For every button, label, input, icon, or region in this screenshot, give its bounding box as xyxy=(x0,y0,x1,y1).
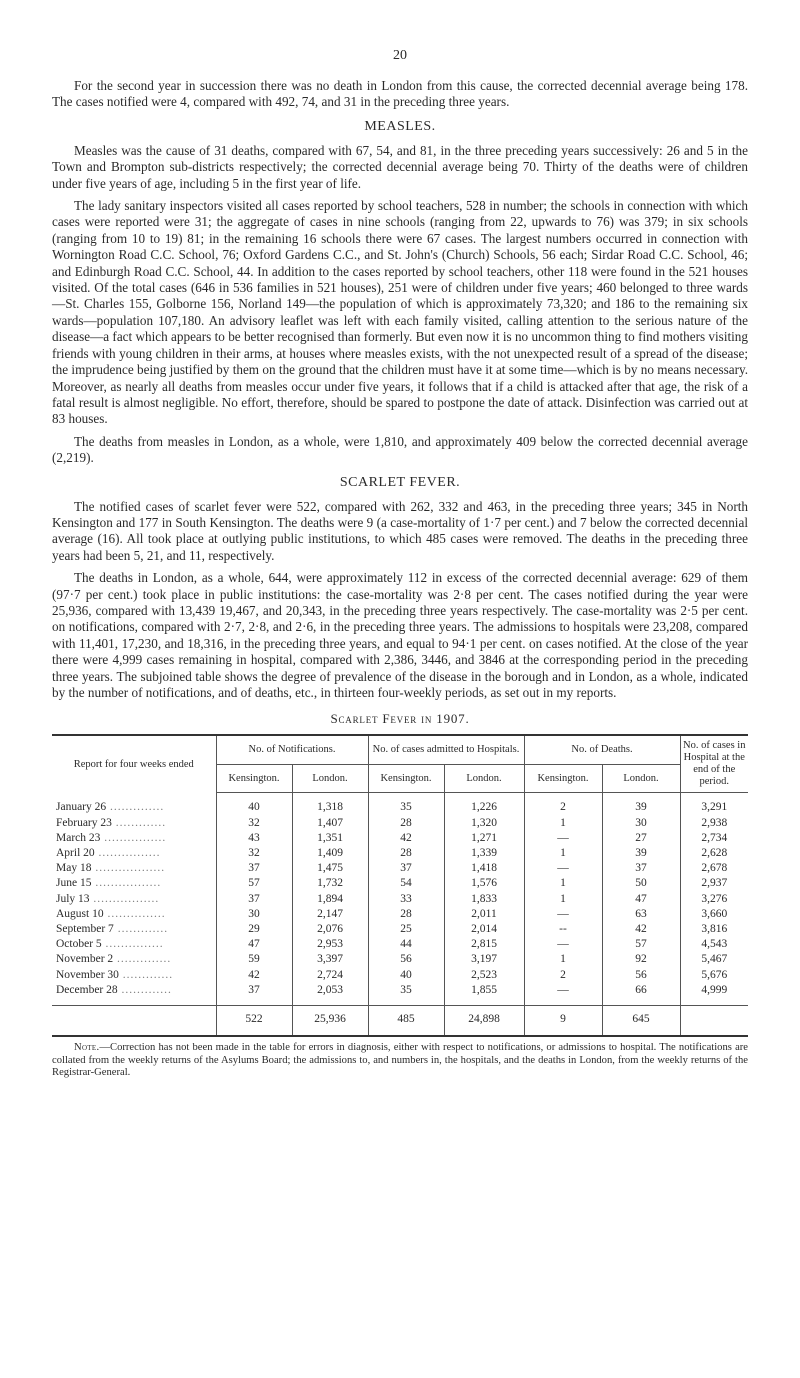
scarlet-fever-heading: SCARLET FEVER. xyxy=(339,474,461,490)
notifications-london-cell: 1,351 xyxy=(292,831,368,846)
deaths-london-cell: 37 xyxy=(602,861,680,876)
in-hospital-cell: 3,660 xyxy=(680,907,748,922)
period-cell xyxy=(52,831,216,846)
subheader-london: London. xyxy=(602,764,680,792)
measles-paragraph: Measles was the cause of 31 deaths, compared with 67, 54, and 81, in the three preceding years successively: 26 and 5 in the Town and Brompton sub-districts respectively; the corrected decennial average being 70. Thirty of the deaths were of children under five years of age, including 5 in the first year of life. xyxy=(52,142,748,191)
total-admitted-london: 24,898 xyxy=(444,1006,524,1037)
page-number: 20 xyxy=(393,48,407,63)
notifications-london-cell: 3,397 xyxy=(292,952,368,967)
notifications-kensington-cell: 37 xyxy=(216,892,292,907)
in-hospital-cell: 4,543 xyxy=(680,937,748,952)
header-report-period: Report for four weeks ended xyxy=(52,735,216,793)
admitted-london-cell: 1,271 xyxy=(444,831,524,846)
leader-dots: .............. xyxy=(113,953,172,966)
period-label: December 28 xyxy=(56,983,118,996)
deaths-kensington-cell: 1 xyxy=(524,952,602,967)
admitted-kensington-cell: 25 xyxy=(368,922,444,937)
notifications-kensington-cell: 42 xyxy=(216,968,292,983)
deaths-london-cell: 47 xyxy=(602,892,680,907)
scarlet-fever-paragraph: The deaths in London, as a whole, 644, were approximately 112 in excess of the corrected decennial average: 629 of them (97·7 per cent.) took place in public institutions: the case-mortality was 2·8 per cent. The cases notified during the year were 25,936, compared with 13,439 19,467, and 20,343, in the preceding three years respectively. The case-mortality was 2·5 per cent. on notifications, compared with 2·7, 2·8, and 2·6, in the preceding three years. The admissions to hospitals were 23,208, compared with 11,401, 17,230, and 18,316, in the preceding three years, and equal to 94·1 per cent. on cases notified. At the close of the year there were 4,999 cases remaining in hospital, compared with 2,386, 3446, and 3846 at the corresponding period in the preceding three years. The subjoined table shows the degree of prevalence of the disease in the borough and in London, as a whole, indicated by the number of notifications, and of deaths, etc., in thirteen four-weekly periods, as set out in my reports. xyxy=(52,570,748,700)
period-label: August 10 xyxy=(56,907,104,920)
table-row xyxy=(52,983,748,1006)
notifications-london-cell: 2,076 xyxy=(292,922,368,937)
deaths-kensington-cell: — xyxy=(524,937,602,952)
header-in-hospital: No. of cases in Hospital at the end of the period. xyxy=(680,735,748,793)
period-cell xyxy=(52,922,216,937)
notifications-london-cell: 2,953 xyxy=(292,937,368,952)
table-row xyxy=(52,816,748,831)
period-label: November 2 xyxy=(56,953,114,966)
intro-paragraph: For the second year in succession there was no death in London from this cause, the corrected decennial average being 178. The cases notified were 4, compared with 492, 74, and 31 in the preceding three years. xyxy=(52,78,748,110)
notifications-kensington-cell: 43 xyxy=(216,831,292,846)
total-in-hospital xyxy=(680,1006,748,1037)
total-deaths-london: 645 xyxy=(602,1006,680,1037)
table-row xyxy=(52,831,748,846)
deaths-london-cell: 42 xyxy=(602,922,680,937)
deaths-london-cell: 27 xyxy=(602,831,680,846)
admitted-london-cell: 1,833 xyxy=(444,892,524,907)
notifications-london-cell: 1,894 xyxy=(292,892,368,907)
period-cell xyxy=(52,892,216,907)
total-notifications-london: 25,936 xyxy=(292,1006,368,1037)
period-label: September 7 xyxy=(56,923,114,936)
table-row xyxy=(52,937,748,952)
notifications-london-cell: 1,318 xyxy=(292,793,368,816)
measles-paragraph: The lady sanitary inspectors visited all cases reported by school teachers, 528 in number; the schools in connection with which cases were reported were 31; the aggregate of cases in nine schools (ranging from 22, upwards to 76) was 379; in six schools (ranging from 10 to 19) 81; in the remaining 16 schools there were 67 cases. The largest numbers occurred in connection with Wornington Road C.C. School, 76; Oxford Gardens C.C., and St. John's (Church) Schools, 56 each; Sirdar Road C.C. School, 46; and Edinburgh Road C.C. School, 44. In addition to the cases reported by school teachers, other 118 were found in the 521 houses visited. Of the total cases (646 in 536 families in 521 houses), 251 were of children under five years; 460 belonged to three wards—St. Charles 155, Golborne 156, Norland 149—the population of which is approximately 73,320; and 186 to the remaining six wards—population 107,180. An advisory leaflet was left with each family visited, calling attention to the serious nature of the disease—a fact which appears to be better recognised than formerly. But even now it is no uncommon thing to find mothers visiting friends with young children in their arms, at houses where measles exists, with the not unexpected result of a spread of the disease; the imprudence being justified by them on the ground that the children must have it at some time—which is by no means necessary. Moreover, as nearly all deaths from measles occur under five years, it follows that if a child is attacked after that age, the risk of a fatal result is almost negligible. No effort, therefore, should be spared to postpone the date of attack. Disinfection was carried out at 83 houses. xyxy=(52,198,748,427)
admitted-london-cell: 2,011 xyxy=(444,907,524,922)
header-admitted: No. of cases admitted to Hospitals. xyxy=(368,735,524,764)
note-label: Note. xyxy=(74,1042,100,1054)
period-cell xyxy=(52,861,216,876)
notifications-london-cell: 2,053 xyxy=(292,983,368,1006)
period-label: October 5 xyxy=(56,938,102,951)
measles-heading: MEASLES. xyxy=(364,118,436,134)
period-cell xyxy=(52,907,216,922)
deaths-london-cell: 30 xyxy=(602,816,680,831)
totals-label-cell xyxy=(52,1006,216,1037)
total-notifications-kensington: 522 xyxy=(216,1006,292,1037)
leader-dots: ............. xyxy=(118,968,174,981)
notifications-kensington-cell: 37 xyxy=(216,983,292,1006)
admitted-london-cell: 1,855 xyxy=(444,983,524,1006)
admitted-kensington-cell: 56 xyxy=(368,952,444,967)
deaths-london-cell: 50 xyxy=(602,876,680,891)
deaths-kensington-cell: — xyxy=(524,861,602,876)
admitted-london-cell: 2,815 xyxy=(444,937,524,952)
leader-dots: ............. xyxy=(113,923,169,936)
admitted-london-cell: 1,339 xyxy=(444,846,524,861)
admitted-kensington-cell: 54 xyxy=(368,876,444,891)
deaths-kensington-cell: 1 xyxy=(524,816,602,831)
measles-paragraph: The deaths from measles in London, as a whole, were 1,810, and approximately 409 below the corrected decennial average (2,219). xyxy=(52,433,748,466)
period-cell xyxy=(52,952,216,967)
leader-dots: ............. xyxy=(111,816,167,829)
notifications-london-cell: 2,724 xyxy=(292,968,368,983)
header-notifications: No. of Notifications. xyxy=(216,735,368,764)
subheader-london: London. xyxy=(292,764,368,792)
table-row xyxy=(52,861,748,876)
deaths-kensington-cell: — xyxy=(524,831,602,846)
admitted-kensington-cell: 28 xyxy=(368,816,444,831)
notifications-london-cell: 1,409 xyxy=(292,846,368,861)
deaths-kensington-cell: 1 xyxy=(524,846,602,861)
in-hospital-cell: 2,678 xyxy=(680,861,748,876)
in-hospital-cell: 3,816 xyxy=(680,922,748,937)
deaths-london-cell: 57 xyxy=(602,937,680,952)
period-label: July 13 xyxy=(56,892,90,905)
in-hospital-cell: 2,628 xyxy=(680,846,748,861)
notifications-kensington-cell: 37 xyxy=(216,861,292,876)
deaths-kensington-cell: 1 xyxy=(524,876,602,891)
notifications-london-cell: 2,147 xyxy=(292,907,368,922)
notifications-london-cell: 1,407 xyxy=(292,816,368,831)
period-cell xyxy=(52,876,216,891)
admitted-kensington-cell: 35 xyxy=(368,793,444,816)
leader-dots: ................. xyxy=(89,892,160,905)
notifications-kensington-cell: 29 xyxy=(216,922,292,937)
table-row xyxy=(52,922,748,937)
notifications-kensington-cell: 32 xyxy=(216,816,292,831)
period-cell xyxy=(52,937,216,952)
leader-dots: ............. xyxy=(117,983,172,996)
deaths-kensington-cell: — xyxy=(524,907,602,922)
subheader-london: London. xyxy=(444,764,524,792)
deaths-london-cell: 63 xyxy=(602,907,680,922)
table-row xyxy=(52,793,748,816)
period-cell xyxy=(52,983,216,1006)
period-label: June 15 xyxy=(56,877,92,890)
admitted-kensington-cell: 28 xyxy=(368,846,444,861)
leader-dots: ................ xyxy=(94,847,161,860)
admitted-london-cell: 2,014 xyxy=(444,922,524,937)
total-admitted-kensington: 485 xyxy=(368,1006,444,1037)
notifications-kensington-cell: 32 xyxy=(216,846,292,861)
admitted-london-cell: 1,418 xyxy=(444,861,524,876)
deaths-london-cell: 56 xyxy=(602,968,680,983)
period-cell xyxy=(52,968,216,983)
table-row xyxy=(52,968,748,983)
in-hospital-cell: 2,938 xyxy=(680,816,748,831)
table-row xyxy=(52,876,748,891)
in-hospital-cell: 4,999 xyxy=(680,983,748,1006)
deaths-london-cell: 66 xyxy=(602,983,680,1006)
notifications-london-cell: 1,732 xyxy=(292,876,368,891)
leader-dots: ............... xyxy=(101,938,164,951)
table-row xyxy=(52,907,748,922)
period-label: February 23 xyxy=(56,816,112,829)
admitted-kensington-cell: 42 xyxy=(368,831,444,846)
in-hospital-cell: 5,467 xyxy=(680,952,748,967)
period-label: March 23 xyxy=(56,831,101,844)
admitted-london-cell: 1,226 xyxy=(444,793,524,816)
deaths-kensington-cell: — xyxy=(524,983,602,1006)
leader-dots: ................ xyxy=(100,831,167,844)
period-label: November 30 xyxy=(56,968,119,981)
table-body xyxy=(52,793,748,1006)
deaths-kensington-cell: 2 xyxy=(524,968,602,983)
deaths-london-cell: 39 xyxy=(602,846,680,861)
deaths-kensington-cell: 2 xyxy=(524,793,602,816)
admitted-kensington-cell: 37 xyxy=(368,861,444,876)
admitted-kensington-cell: 33 xyxy=(368,892,444,907)
in-hospital-cell: 5,676 xyxy=(680,968,748,983)
in-hospital-cell: 3,276 xyxy=(680,892,748,907)
totals-row xyxy=(52,1006,748,1037)
period-label: April 20 xyxy=(56,847,95,860)
notifications-kensington-cell: 40 xyxy=(216,793,292,816)
table-row xyxy=(52,892,748,907)
header-deaths: No. of Deaths. xyxy=(524,735,680,764)
notifications-kensington-cell: 47 xyxy=(216,937,292,952)
leader-dots: ................. xyxy=(91,877,162,890)
in-hospital-cell: 2,937 xyxy=(680,876,748,891)
deaths-london-cell: 39 xyxy=(602,793,680,816)
period-cell xyxy=(52,793,216,816)
admitted-kensington-cell: 35 xyxy=(368,983,444,1006)
scarlet-fever-table xyxy=(52,734,748,1037)
table-row xyxy=(52,952,748,967)
admitted-london-cell: 2,523 xyxy=(444,968,524,983)
in-hospital-cell: 2,734 xyxy=(680,831,748,846)
table-row xyxy=(52,846,748,861)
leader-dots: .................. xyxy=(91,862,166,875)
table-note xyxy=(52,1042,748,1079)
deaths-kensington-cell: 1 xyxy=(524,892,602,907)
total-deaths-kensington: 9 xyxy=(524,1006,602,1037)
leader-dots: .............. xyxy=(106,801,165,814)
admitted-london-cell: 1,576 xyxy=(444,876,524,891)
subheader-kensington: Kensington. xyxy=(524,764,602,792)
leader-dots: ............... xyxy=(103,907,166,920)
deaths-kensington-cell: -- xyxy=(524,922,602,937)
subheader-kensington: Kensington. xyxy=(368,764,444,792)
period-cell xyxy=(52,846,216,861)
period-cell xyxy=(52,816,216,831)
notifications-london-cell: 1,475 xyxy=(292,861,368,876)
admitted-kensington-cell: 44 xyxy=(368,937,444,952)
admitted-kensington-cell: 28 xyxy=(368,907,444,922)
table-title: Scarlet Fever in 1907. xyxy=(330,711,470,727)
note-text: —Correction has not been made in the table for errors in diagnosis, either with respect to notifications, or admissions to hospital. The notifications are collated from the weekly returns of the Asylums Board; the admissions to, and numbers in, the hospitals, and the deaths in London, from the weekly returns of the Registrar-General. xyxy=(52,1042,748,1079)
scarlet-fever-paragraph: The notified cases of scarlet fever were 522, compared with 262, 332 and 463, in the preceding three years; 345 in North Kensington and 177 in South Kensington. The deaths were 9 (a case-mortality of 1·7 per cent.) and 7 below the corrected decennial average (16). All took place at outlying public institutions, to which 485 cases were removed. The deaths in the preceding three years had been 5, 21, and 11, respectively. xyxy=(52,498,748,563)
in-hospital-cell: 3,291 xyxy=(680,793,748,816)
notifications-kensington-cell: 59 xyxy=(216,952,292,967)
notifications-kensington-cell: 57 xyxy=(216,876,292,891)
notifications-kensington-cell: 30 xyxy=(216,907,292,922)
admitted-kensington-cell: 40 xyxy=(368,968,444,983)
admitted-london-cell: 1,320 xyxy=(444,816,524,831)
admitted-london-cell: 3,197 xyxy=(444,952,524,967)
subheader-kensington: Kensington. xyxy=(216,764,292,792)
period-label: January 26 xyxy=(56,801,107,814)
deaths-london-cell: 92 xyxy=(602,952,680,967)
period-label: May 18 xyxy=(56,862,92,875)
